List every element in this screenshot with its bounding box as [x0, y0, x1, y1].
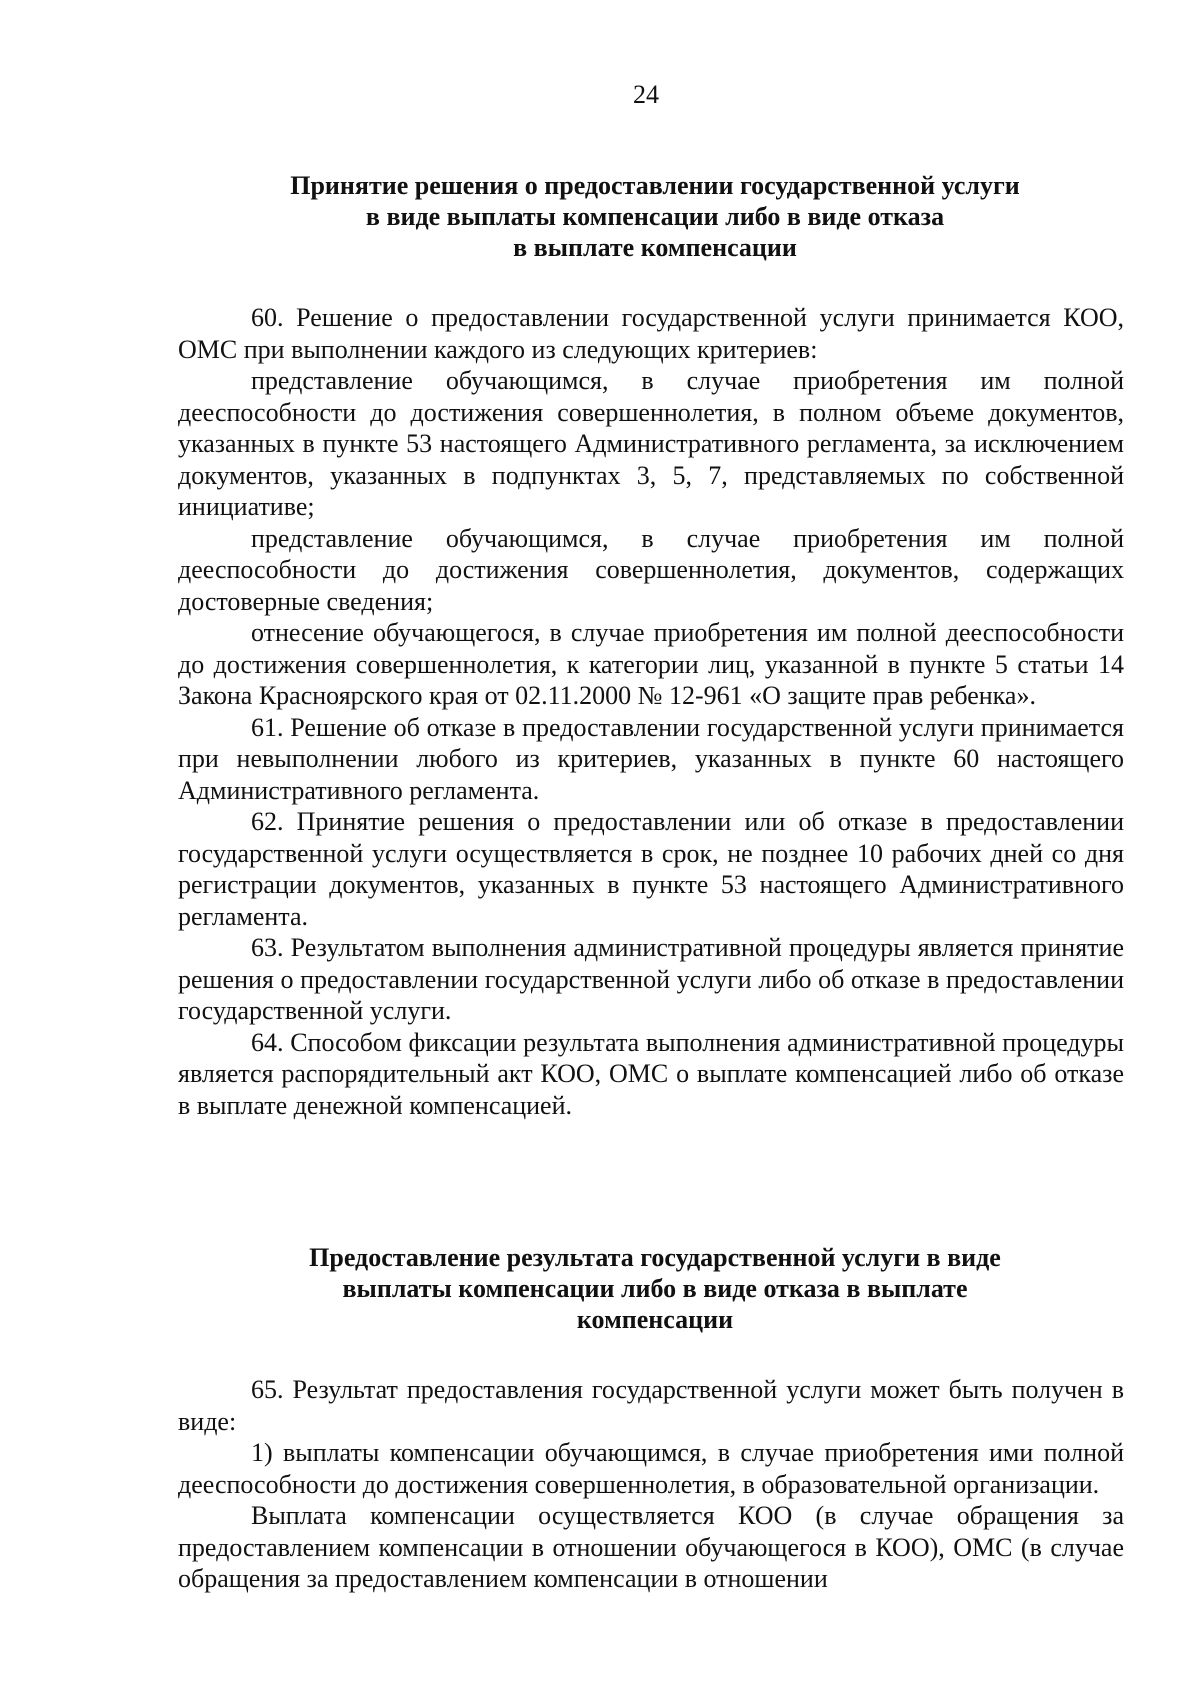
- section-body-decision: [178, 302, 1124, 1121]
- paragraph-65: 65. Результат предоставления государственной услуги может быть получен в виде:: [178, 1375, 1124, 1436]
- heading-line: Принятие решения о предоставлении государственной услуги: [290, 171, 1020, 200]
- paragraph-60: 60. Решение о предоставлении государственной услуги принимается КОО, ОМС при выполнении каждого из следующих критериев:: [178, 303, 1124, 364]
- heading-line: Предоставление результата государственной услуги в виде: [309, 1243, 1001, 1272]
- paragraph-63: 63. Результатом выполнения административной процедуры является принятие решения о предоставлении государственной услуги либо об отказе в предоставлении государственной услуги.: [178, 933, 1124, 1025]
- section-heading-result: [186, 1242, 1124, 1335]
- heading-line: выплаты компенсации либо в виде отказа в выплате: [342, 1274, 968, 1303]
- section-heading-decision: [186, 170, 1124, 263]
- criterion-reliable-info: представление обучающимся, в случае приобретения им полной дееспособности до достижения совершеннолетия, документов, содержащих достоверные сведения;: [178, 523, 1124, 616]
- criterion-category: отнесение обучающегося, в случае приобретения им полной дееспособности до достижения совершеннолетия, к категории лиц, указанной в пункте 5 статьи 14 Закона Красноярского края от 02.11.2000 № 12-961 «О защите прав ребенка».: [178, 618, 1124, 710]
- page-number: 24: [633, 80, 659, 109]
- criterion-documents: представление обучающимся, в случае приобретения им полной дееспособности до достижения совершеннолетия, в полном объеме документов, указанных в пункте 53 настоящего Административного регламента, за исключением документов, указанных в подпунктах 3, 5, 7, представляемых по собственной инициативе;: [178, 366, 1124, 521]
- section-body-result: [178, 1374, 1124, 1595]
- paragraph-61: 61. Решение об отказе в предоставлении государственной услуги принимается при невыполнении любого из критериев, указанных в пункте 60 настоящего Административного регламента.: [178, 712, 1124, 805]
- paragraph-64: 64. Способом фиксации результата выполнения административной процедуры является распорядительный акт КОО, ОМС о выплате компенсацией либо об отказе в выплате денежной компенсацией.: [178, 1027, 1124, 1120]
- paragraph-62: 62. Принятие решения о предоставлении или об отказе в предоставлении государственной услуги осуществляется в срок, не позднее 10 рабочих дней со дня регистрации документов, указанных в пункте 53 настоящего Административного регламента.: [178, 807, 1124, 931]
- heading-line: в выплате компенсации: [513, 233, 797, 262]
- heading-line: компенсации: [576, 1305, 734, 1334]
- heading-line: в виде выплаты компенсации либо в виде отказа: [365, 202, 945, 231]
- paragraph-65-item-1: 1) выплаты компенсации обучающимся, в случае приобретения ими полной дееспособности до достижения совершеннолетия, в образовательной организации.: [178, 1438, 1124, 1499]
- paragraph-payment: Выплата компенсации осуществляется КОО (в случае обращения за предоставлением компенсации в отношении обучающегося в КОО), ОМС (в случае обращения за предоставлением компенсации в отношении: [178, 1501, 1124, 1593]
